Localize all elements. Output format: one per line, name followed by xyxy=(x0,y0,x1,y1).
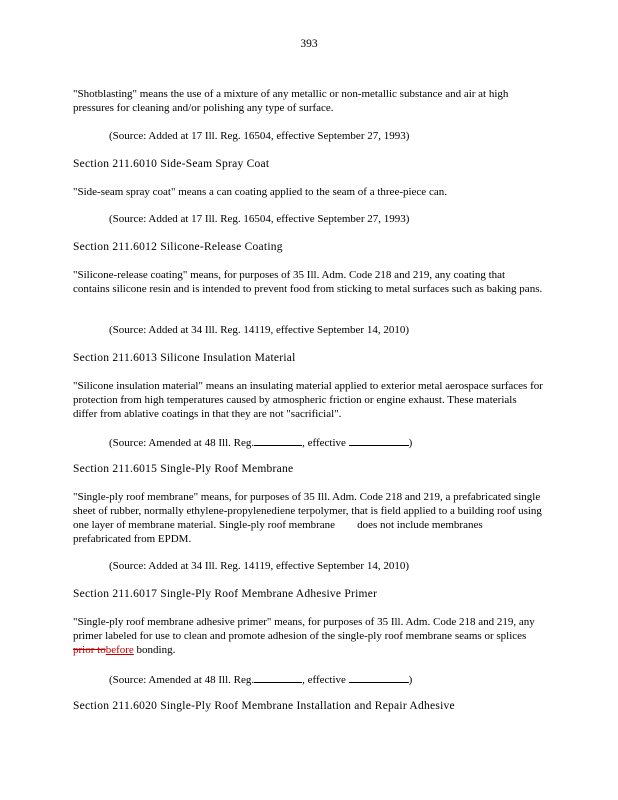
section-6013-source-note xyxy=(109,434,549,450)
section-6015-heading: Section 211.6015 Single-Ply Roof Membrane xyxy=(73,463,294,475)
section-6010-heading: Section 211.6010 Side-Seam Spray Coat xyxy=(73,158,270,170)
definition-after: bonding. xyxy=(133,644,176,656)
deleted-text: prior to xyxy=(73,644,106,656)
section-6010-definition: "Side-seam spray coat" means a can coating applied to the seam of a three-piece can. xyxy=(73,186,447,198)
definition-part-2: does not include membranes prefabricated from EPDM. xyxy=(73,519,483,545)
section-6012-definition: "Silicone-release coating" means, for purposes of 35 Ill. Adm. Code 218 and 219, any coating that contains silicone resin and is intended to prevent food from sticking to metal surfaces such as baking pans. xyxy=(73,269,543,295)
shotblasting-definition: "Shotblasting" means the use of a mixture of any metallic or non-metallic substance and air at high pressures for cleaning and/or polishing any type of surface. xyxy=(73,88,509,114)
source-prefix: (Source: Amended at 48 Ill. Reg. xyxy=(109,674,255,686)
section-6012-heading: Section 211.6012 Silicone-Release Coating xyxy=(73,241,283,253)
section-6017-definition xyxy=(73,615,543,657)
register-blank xyxy=(254,434,302,446)
source-mid: , effective xyxy=(302,437,349,449)
source-suffix: ) xyxy=(408,437,413,449)
section-6017-source-note xyxy=(109,671,549,687)
section-6017-heading: Section 211.6017 Single-Ply Roof Membrane Adhesive Primer xyxy=(73,588,378,600)
section-6012-source-note: (Source: Added at 34 Ill. Reg. 14119, effective September 14, 2010) xyxy=(109,324,409,336)
source-mid: , effective xyxy=(302,674,349,686)
section-6013-heading: Section 211.6013 Silicone Insulation Material xyxy=(73,352,296,364)
section-6015-source-note: (Source: Added at 34 Ill. Reg. 14119, effective September 14, 2010) xyxy=(109,560,409,572)
source-prefix: (Source: Amended at 48 Ill. Reg. xyxy=(109,437,255,449)
section-6020-heading: Section 211.6020 Single-Ply Roof Membrane Installation and Repair Adhesive xyxy=(73,700,455,712)
register-blank xyxy=(254,671,302,683)
source-suffix: ) xyxy=(408,674,413,686)
section-6010-source-note: (Source: Added at 17 Ill. Reg. 16504, effective September 27, 1993) xyxy=(109,213,410,225)
inserted-text: before xyxy=(105,644,134,656)
definition-part-1: "Single-ply roof membrane" means, for purposes of 35 Ill. Adm. Code 218 and 219, a prefabricated single sheet of rubber, normally ethylene-propylenediene terpolymer, that is field applied to a building roof using one layer of membrane material. Single-ply roof membrane xyxy=(73,491,542,531)
section-6013-definition: "Silicone insulation material" means an insulating material applied to exterior metal aerospace surfaces for protection from high temperatures caused by atmospheric friction or engine exhaust. These materials differ from ablative coatings in that they are not "sacrificial". xyxy=(73,380,543,420)
shotblasting-source-note: (Source: Added at 17 Ill. Reg. 16504, effective September 27, 1993) xyxy=(109,130,410,142)
page-number: 393 xyxy=(300,38,318,50)
section-6015-definition xyxy=(73,490,543,546)
effective-date-blank xyxy=(349,671,409,683)
definition-before: "Single-ply roof membrane adhesive primer" means, for purposes of 35 Ill. Adm. Code 218 and 219, any primer labeled for use to clean and promote adhesion of the single-ply roof membrane seams or splices xyxy=(73,616,535,642)
effective-date-blank xyxy=(349,434,409,446)
